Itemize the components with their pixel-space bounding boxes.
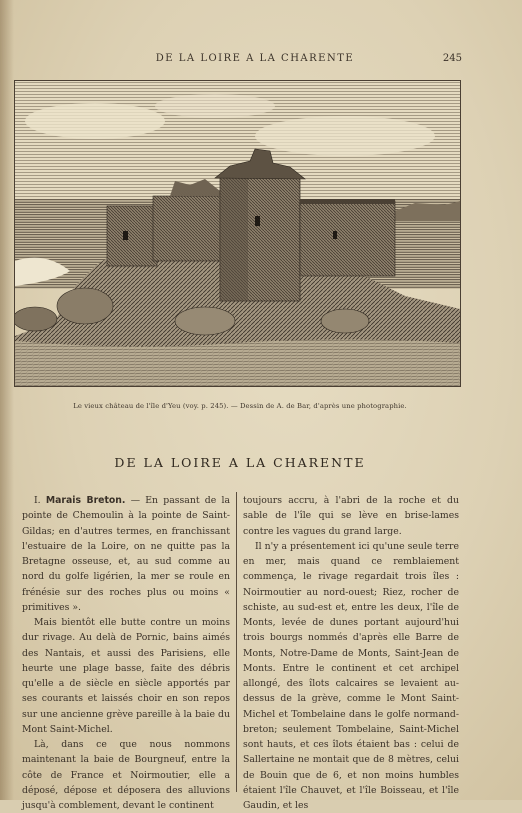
left-column <box>22 493 230 813</box>
paragraph-text: — En passant de la pointe de Chemoulin à la pointe de Saint-Gildas; en d'autres termes, en franchissant l'estuaire de la Loire, on ne quitte pas la Bretagne osseuse, et, au sud comme au nord du golfe ligérien, la mer se roule en frénésie sur des roches plus ou moins « primitives ». <box>22 495 230 613</box>
paragraph: Là, dans ce que nous nommons maintenant la baie de Bourgneuf, entre la côte de France et Noirmoutier, elle a déposé, dépose et déposera des alluvions jusqu'à comblement, devant le continent <box>22 739 230 811</box>
paragraph: Il n'y a présentement ici qu'une seule terre en mer, mais quand ce remblaiement commença, le rivage regardait trois îles : Noirmoutier au nord-ouest; Riez, rocher de schiste, au sud-est et, entre les deux, l'île de Monts, levée de dunes portant aujourd'hui trois bourgs nommés d'après elle Barre de Monts, Notre-Dame de Monts, Saint-Jean de Monts. Entre le continent et cet archipel allongé, des îlots calcaires se levaient au-dessus de la grève, comme le Mont Saint-Michel et Tombelaine dans le golfe normand-breton; seulement Tombelaine, Saint-Michel sont hauts, et ces îlots étaient bas : celui de Sallertaine ne montait que de 8 mètres, celui de Bouin que de 6, et non moins humbles étaient l'île Chauvet, et l'île Boisseau, et l'île Gaudin, et les <box>243 540 459 811</box>
page-number: 245 <box>442 53 462 64</box>
right-column <box>243 493 459 813</box>
paragraph: toujours accru, à l'abri de la roche et du sable de l'île qui se lève en brise-lames contre les vagues du grand large. <box>243 495 459 537</box>
section-heading: Marais Breton. <box>45 495 126 506</box>
running-head-title: DE LA LOIRE A LA CHARENTE <box>155 53 355 64</box>
chapter-title: DE LA LOIRE A LA CHARENTE <box>114 455 366 470</box>
running-head <box>0 53 522 67</box>
castle-engraving <box>15 81 460 386</box>
engraving-illustration <box>14 80 461 387</box>
paragraph: Mais bientôt elle butte contre un moins dur rivage. Au delà de Pornic, bains aimés des Nantais, et aussi des Parisiens, elle heurte une plage basse, faite des débris qu'elle a de siècle en siècle apportés par ses courants et laissés choir en son repos sur une ancienne grève pareille à la baie du Mont Saint-Michel. <box>22 617 230 735</box>
column-divider <box>236 492 237 792</box>
paragraph <box>22 493 230 615</box>
section-number: I. <box>34 495 46 506</box>
figure-caption: Le vieux château de l'île d'Yeu (voy. p. 245). — Dessin de A. de Bar, d'après une photographie. <box>73 402 407 410</box>
